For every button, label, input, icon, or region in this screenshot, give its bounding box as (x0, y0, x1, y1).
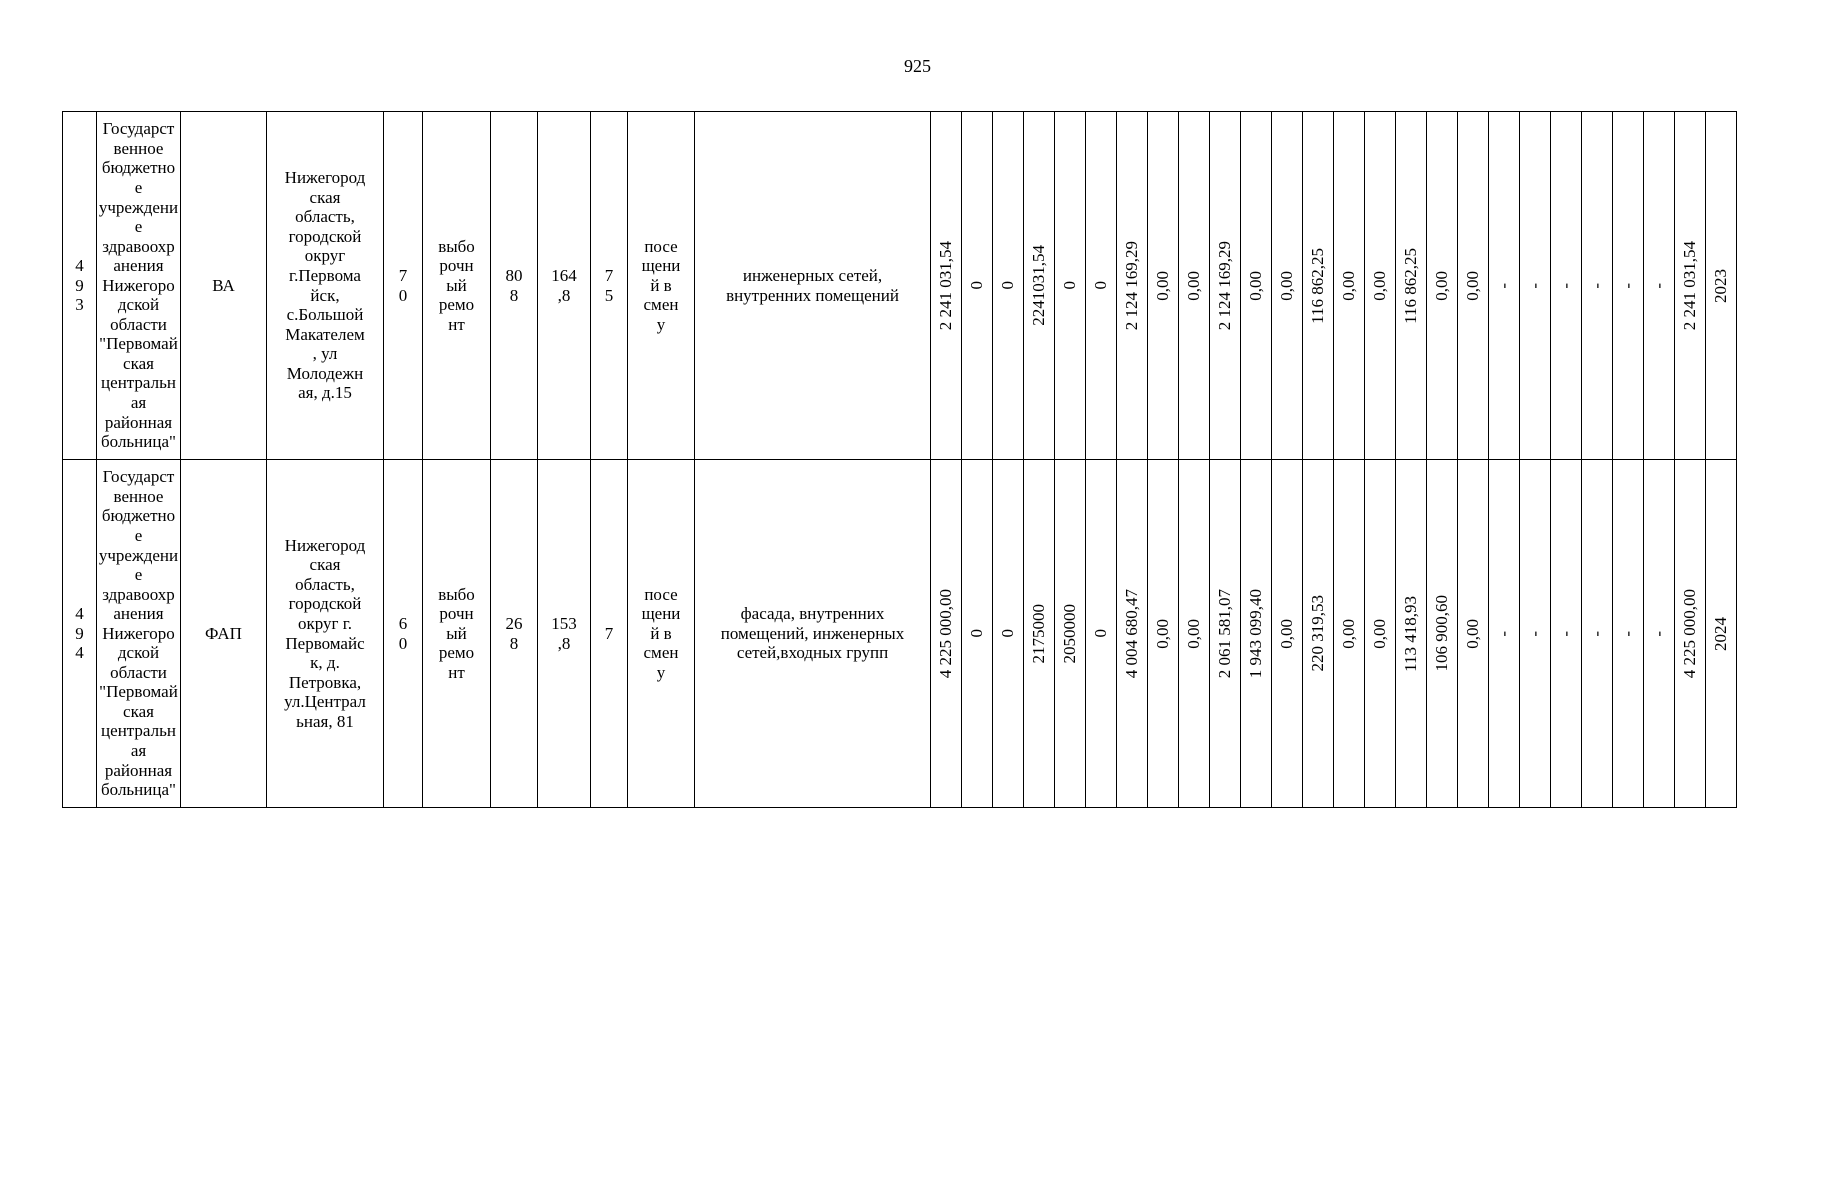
value-cell (1055, 460, 1086, 808)
capacity-unit: посе щени й в смен у (628, 460, 695, 808)
value-cell (993, 112, 1024, 460)
value-cell (1334, 112, 1365, 460)
value-cell (1489, 460, 1520, 808)
value-text: - (1525, 282, 1545, 289)
value-text: 106 900,60 (1432, 595, 1452, 672)
value-cell (931, 112, 962, 460)
value-cell (1489, 112, 1520, 460)
value-text: 4 225 000,00 (936, 588, 956, 679)
value-text: 0 (1091, 281, 1111, 290)
value-cell (1272, 112, 1303, 460)
value-text: 2 241 031,54 (1680, 240, 1700, 331)
value-cell (1024, 460, 1055, 808)
value-cell (1582, 460, 1613, 808)
value-cell (1396, 112, 1427, 460)
value-cell (1303, 460, 1334, 808)
capacity-unit: посе щени й в смен у (628, 112, 695, 460)
facility-address: Нижегород ская область, городской округ г.Первома йск, с.Большой Макателем , ул Молодежн ая, д.15 (267, 112, 384, 460)
value-cell (1675, 460, 1706, 808)
value-text: 0,00 (1184, 618, 1204, 649)
value-cell (1458, 460, 1489, 808)
value-text: 2 124 169,29 (1215, 240, 1235, 331)
value-cell (1396, 460, 1427, 808)
value-cell (1148, 460, 1179, 808)
value-cell (1613, 460, 1644, 808)
value-cell (1241, 112, 1272, 460)
value-cell (1427, 460, 1458, 808)
value-cell (1582, 112, 1613, 460)
facility-address: Нижегород ская область, городской округ г. Первомайс к, д. Петровка, ул.Централ ьная, 81 (267, 460, 384, 808)
value-cell (1458, 112, 1489, 460)
value-text: - (1494, 282, 1514, 289)
value-text: - (1556, 282, 1576, 289)
value-cell (1117, 460, 1148, 808)
value-text: 0,00 (1246, 270, 1266, 301)
page-number: 925 (904, 56, 931, 76)
value-text: 0,00 (1153, 618, 1173, 649)
value-text: 0,00 (1432, 270, 1452, 301)
table-row (63, 460, 1737, 808)
value-cell (1334, 460, 1365, 808)
value-text: 2024 (1711, 616, 1731, 651)
value-cell (1551, 112, 1582, 460)
facility-type: ВА (181, 112, 267, 460)
value-cell (962, 460, 993, 808)
value-cell (1706, 112, 1737, 460)
value-text: 0,00 (1463, 618, 1483, 649)
value-text: 0,00 (1153, 270, 1173, 301)
value-text: 0,00 (1184, 270, 1204, 301)
value-cell (1706, 460, 1737, 808)
value-text: 0,00 (1277, 270, 1297, 301)
value-cell (1551, 460, 1582, 808)
organization-name: Государст венное бюджетно е учреждени е здравоохр анения Нижегоро дской области "Первомай ская центральн ая районная больница" (97, 112, 181, 460)
value-text: - (1556, 630, 1576, 637)
value-text: 0 (998, 281, 1018, 290)
data-table (62, 111, 1737, 808)
value-cell (1644, 112, 1675, 460)
area-secondary-value: 164 ,8 (538, 112, 591, 460)
value-cell (1179, 112, 1210, 460)
organization-name: Государст венное бюджетно е учреждени е здравоохр анения Нижегоро дской области "Первомай ская центральн ая районная больница" (97, 460, 181, 808)
value-cell (1365, 460, 1396, 808)
value-cell (1086, 112, 1117, 460)
value-text: 0,00 (1277, 618, 1297, 649)
value-text: 0 (1091, 629, 1111, 638)
value-text: 2 061 581,07 (1215, 588, 1235, 679)
work-description: фасада, внутренних помещений, инженерных сетей,входных групп (695, 460, 931, 808)
value-text: 1 943 099,40 (1246, 588, 1266, 679)
value-cell (1675, 112, 1706, 460)
value-text: 0,00 (1339, 270, 1359, 301)
value-text: 116 862,25 (1401, 247, 1421, 324)
area-secondary-value: 153 ,8 (538, 460, 591, 808)
value-cell (1613, 112, 1644, 460)
value-cell (1210, 460, 1241, 808)
value-cell (1644, 460, 1675, 808)
value-cell (931, 460, 962, 808)
year-built: 6 0 (384, 460, 423, 808)
value-cell (1520, 112, 1551, 460)
value-text: - (1587, 282, 1607, 289)
value-text: 2175000 (1029, 603, 1049, 664)
capacity-value: 7 (591, 460, 628, 808)
row-number: 4 9 4 (63, 460, 97, 808)
table-row (63, 112, 1737, 460)
work-type: выбо рочн ый ремо нт (423, 112, 491, 460)
value-text: 2 241 031,54 (936, 240, 956, 331)
value-cell (1055, 112, 1086, 460)
value-cell (1365, 112, 1396, 460)
facility-type: ФАП (181, 460, 267, 808)
value-cell (1520, 460, 1551, 808)
value-text: - (1618, 630, 1638, 637)
value-text: - (1494, 630, 1514, 637)
value-text: - (1649, 282, 1669, 289)
value-text: 0,00 (1370, 618, 1390, 649)
value-text: 2241031,54 (1029, 245, 1049, 326)
value-cell (1303, 112, 1334, 460)
capacity-value: 7 5 (591, 112, 628, 460)
value-cell (1210, 112, 1241, 460)
value-text: 0 (1060, 281, 1080, 290)
value-text: 2023 (1711, 268, 1731, 303)
value-text: 0,00 (1463, 270, 1483, 301)
value-cell (1241, 460, 1272, 808)
value-cell (1148, 112, 1179, 460)
value-text: 4 004 680,47 (1122, 588, 1142, 679)
year-built: 7 0 (384, 112, 423, 460)
value-text: 2050000 (1060, 603, 1080, 664)
area-value: 26 8 (491, 460, 538, 808)
value-text: 0 (967, 281, 987, 290)
value-cell (1272, 460, 1303, 808)
row-number: 4 9 3 (63, 112, 97, 460)
value-cell (993, 460, 1024, 808)
value-text: 0,00 (1370, 270, 1390, 301)
value-text: 0 (967, 629, 987, 638)
work-description: инженерных сетей, внутренних помещений (695, 112, 931, 460)
value-cell (1086, 460, 1117, 808)
value-cell (1427, 112, 1458, 460)
value-text: 4 225 000,00 (1680, 588, 1700, 679)
value-cell (1117, 112, 1148, 460)
value-text: - (1525, 630, 1545, 637)
value-cell (962, 112, 993, 460)
work-type: выбо рочн ый ремо нт (423, 460, 491, 808)
value-cell (1179, 460, 1210, 808)
value-text: - (1649, 630, 1669, 637)
value-text: 2 124 169,29 (1122, 240, 1142, 331)
value-text: - (1587, 630, 1607, 637)
value-text: 220 319,53 (1308, 595, 1328, 672)
value-text: 113 418,93 (1401, 595, 1421, 672)
area-value: 80 8 (491, 112, 538, 460)
value-text: 0 (998, 629, 1018, 638)
value-text: - (1618, 282, 1638, 289)
value-text: 0,00 (1339, 618, 1359, 649)
value-text: 116 862,25 (1308, 247, 1328, 324)
value-cell (1024, 112, 1055, 460)
